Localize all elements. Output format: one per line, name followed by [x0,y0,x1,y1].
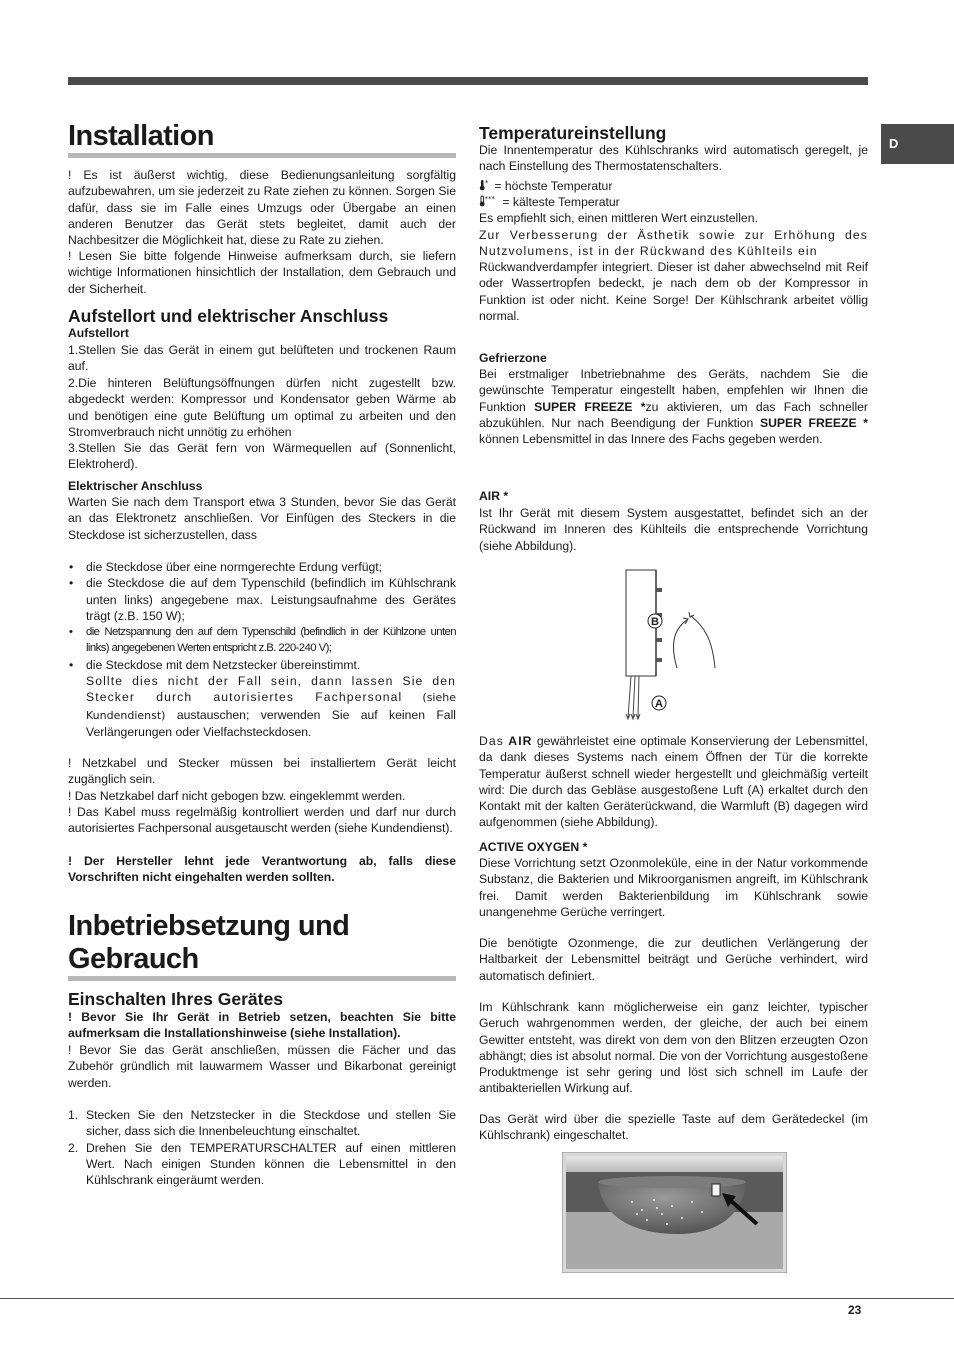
page-number: 23 [848,1303,862,1317]
list-item: • die Steckdose mit dem Netzstecker übereinstimmt. [68,657,456,673]
symbol-warmest-line [479,178,868,194]
einschalten-warning: ! Bevor Sie Ihr Gerät in Betrieb setzen, beachten Sie bitte aufmerksam die Installationshinweise (siehe Installation). [68,1010,456,1041]
list-item: • die Steckdose über eine normgerechte Erdung verfügt; [68,559,456,575]
section-inbetriebsetzung [68,910,456,981]
aufstellort-point-3: 3.Stellen Sie das Gerät fern von Wärmequellen auf (Sonnenlicht, Elektroherd). [68,441,456,472]
step-number: 2. [68,1140,79,1155]
elektrisch-checklist [68,559,456,673]
air-label: AIR [508,734,533,748]
aufstellort-subheading: Aufstellort [68,326,129,340]
manufacturer-warning: ! Der Hersteller lehnt jede Verantwortung ab, falls diese Vorschriften nicht eingehalten werden sollten. [68,854,456,885]
kundendienst-reference: (siehe Kundendienst) [86,691,456,722]
aufstellort-point-2: 2.Die hinteren Belüftungsöffnungen dürfen nicht zugestellt bzw. abgedeckt werden: Kompressor und Kondensator geben Wärme ab und benötigen eine gute Belüftung um optimal zu arbeiten und den Stromverbrauch nicht unnötig zu erhöhen [68,376,456,439]
air-subheading: AIR * [479,489,509,503]
svg-text:***: *** [484,195,495,203]
einschalten-note: ! Bevor Sie das Gerät anschließen, müssen die Fächer und das Zubehör gründlich mit lauwarmem Wasser und Bikarbonat gereinigt werden. [68,1043,456,1090]
super-freeze-label: SUPER FREEZE * [534,399,646,414]
note-cable-check: ! Das Kabel muss regelmäßig kontrolliert werden und darf nur durch autorisiertes Fachpersonal ausgetauscht werden (siehe Kundendienst). [68,805,456,836]
list-item [68,1107,456,1140]
title-underline [68,153,456,158]
symbol-coldest-text: = kälteste Temperatur [502,195,620,209]
cold-air-arrow [628,676,631,718]
temperatur-evaporator-a: Zur Verbesserung der Ästhetik sowie zur Erhöhung des Nutzvolumens, ist in der Rückwand des Kühlteils ein [479,228,868,259]
label-b: B [651,616,659,628]
header-rule [68,77,868,85]
symbol-coldest-line [479,194,868,210]
temperatur-heading: Temperatureinstellung [479,123,667,143]
einschalten-steps [68,1107,456,1188]
elektrisch-followup [68,673,456,740]
inbetrieb-title-line2: Gebrauch [68,943,199,975]
aufstellort-point-1: 1.Stellen Sie das Gerät in einem gut belüfteten und trockenen Raum auf. [68,343,456,374]
language-tab: D [881,124,954,164]
label-a: A [655,698,663,710]
footer-rule [0,1298,954,1299]
list-item: • die Steckdose die auf dem Typenschild (befindlich im Kühlschrank unten links) angegebene max. Leistungsaufnahme des Gerätes trägt (z.B. 150 W); [68,575,456,624]
oxygen-subheading: ACTIVE OXYGEN * [479,840,588,854]
step-text: Stecken Sie den Netzstecker in die Steckdose und stellen Sie sicher, dass sich die Innenbeleuchtung einschaltet. [86,1108,456,1139]
oxygen-paragraph-2: Die benötigte Ozonmenge, die zur deutlichen Verlängerung der Haltbarkeit der Lebensmittel beiträgt und Gerüche verhindert, wird automatisch definiert. [479,936,868,983]
inbetrieb-title-line1: Inbetriebsetzung und [68,910,350,942]
air-description [479,733,868,831]
symbol-warmest-text: = höchste Temperatur [494,179,613,193]
section-installation [68,120,456,158]
installation-title: Installation [68,120,214,152]
air-intro: Ist Ihr Gerät mit diesem System ausgestattet, befindet sich an der Rückwand im Inneren des Kühlteils die entsprechende Vorrichtung (siehe Abbildung). [479,506,868,553]
oxygen-switch [712,1184,720,1196]
title-underline [68,976,456,981]
gefrierzone-subheading: Gefrierzone [479,351,547,365]
oxygen-paragraph-1: Diese Vorrichtung setzt Ozonmoleküle, eine in der Natur vorkommende Substanz, die Bakterien und Mikroorganismen angreift, im Kühlschrank frei. Damit werden Bakterienbildung im Kühlschrank sowie unangenehme Gerüche verringert. [479,856,868,919]
gefrierzone-text [479,366,868,447]
warm-air-arrow [674,620,687,668]
einschalten-heading: Einschalten Ihres Gerätes [68,989,283,1009]
svg-text:*: * [485,179,489,187]
elektrisch-subheading: Elektrischer Anschluss [68,479,203,493]
super-freeze-label: SUPER FREEZE * [759,415,868,430]
active-oxygen-photo [562,1152,787,1273]
aufstellort-heading: Aufstellort und elektrischer Anschluss [68,306,389,326]
note-cable-access: ! Netzkabel und Stecker müssen bei installiertem Gerät leicht zugänglich sein. [68,756,456,787]
note-cable-bend: ! Das Netzkabel darf nicht gebogen bzw. eingeklemmt werden. [68,789,406,803]
step-number: 1. [68,1108,79,1122]
followup-text-a: Sollte dies nicht der Fall sein, dann lassen Sie den Stecker durch autorisiertes Fachpersonal [86,674,456,705]
temperatur-recommendation: Es empfiehlt sich, einen mittleren Wert einzustellen. [479,211,758,225]
temperatur-intro: Die Innentemperatur des Kühlschranks wird automatisch geregelt, je nach Einstellung des Thermostatenschalters. [479,143,868,174]
air-desc-b: gewährleistet eine optimale Konservierung der Lebensmittel, da dank dieses Systems nach einem Öffnen der Tür die korrekte Temperatur äußerst schnell wieder hergestellt und gleichmäßig verteilt wird: Die durch das Gebläse ausgestoßene Luft (A) erkaltet durch den Kontakt mit der kalten Geräterückwand, die Warmluft (B) dagegen wird aufgenommen (siehe Abbildung). [479,734,869,830]
elektrisch-intro: Warten Sie nach dem Transport etwa 3 Stunden, bevor Sie das Gerät an das Elektronetz anschließen. Vor Einfügen des Steckers in die Steckdose ist sicherzustellen, dass [68,495,456,542]
gefrierzone-text-b: zu aktivieren, um das Fach schneller abzukühlen. Nur nach Beendigung der Funktion [479,399,868,430]
thermometer-warm-icon [479,179,491,191]
temperatur-evaporator-b: Rückwandverdampfer integriert. Dieser ist daher abwechselnd mit Reif oder Wassertropfen bedeckt, je nach dem ob der Kompressor in Funktion ist oder nicht. Keine Sorge! Der Kühlschrank arbeitet völlig normal. [479,260,868,323]
thermometer-cold-icon [479,195,499,207]
list-item [68,1140,456,1189]
oxygen-paragraph-3: Im Kühlschrank kann möglicherweise ein ganz leichter, typischer Geruch wahrgenommen werden, der gleiche, der auch bei einem Gewitter entsteht, was direkt von dem von den Blitzen erzeugten Ozon abhängt; dies ist absolut normal. Die von der Vorrichtung ausgestoßene Produktmenge ist sehr gering und löst sich schnell im Laufe der antibakteriellen Wirkung auf. [479,1000,868,1096]
air-diagram [617,568,717,723]
step-text: Drehen Sie den TEMPERATURSCHALTER auf einen mittleren Wert. Nach einigen Stunden können die Lebensmittel in den Kühlschrank eingeräumt werden. [86,1140,456,1188]
list-item: • die Netzspannung den auf dem Typenschild (befindlich in der Kühlzone unten links) angegebenen Werten entspricht z.B. 220-240 V); [68,624,456,657]
gefrierzone-text-c: können Lebensmittel in das Innere des Fachs gegeben werden. [479,432,823,447]
followup-text-b: austauschen; verwenden Sie auf keinen Fall Verlängerungen oder Vielfachsteckdosen. [86,707,456,739]
oxygen-paragraph-4: Das Gerät wird über die spezielle Taste auf dem Gerätedeckel (im Kühlschrank) eingeschaltet. [479,1112,868,1143]
intro-paragraph-1: ! Es ist äußerst wichtig, diese Bedienungsanleitung sorgfältig aufzubewahren, um sie jederzeit zu Rate ziehen zu können. Sorgen Sie dafür, dass sie im Falle eines Umzugs oder Übergabe an einen anderen Benutzer das Gerät stets begleitet, damit auch der Nachbesitzer die Möglichkeit hat, diese zu Rate zu ziehen. [68,168,456,248]
air-desc-a: Das [479,734,504,748]
intro-paragraph-2: ! Lesen Sie bitte folgende Hinweise aufmerksam durch, sie liefern wichtige Informationen hinsichtlich der Installation, dem Gebrauch und der Sicherheit. [68,249,456,296]
gefrierzone-text-a: Bei erstmaliger Inbetriebnahme des Geräts, nachdem Sie die gewünschte Temperatur eingestellt haben, empfehlen wir Ihnen die Funktion [479,367,868,414]
